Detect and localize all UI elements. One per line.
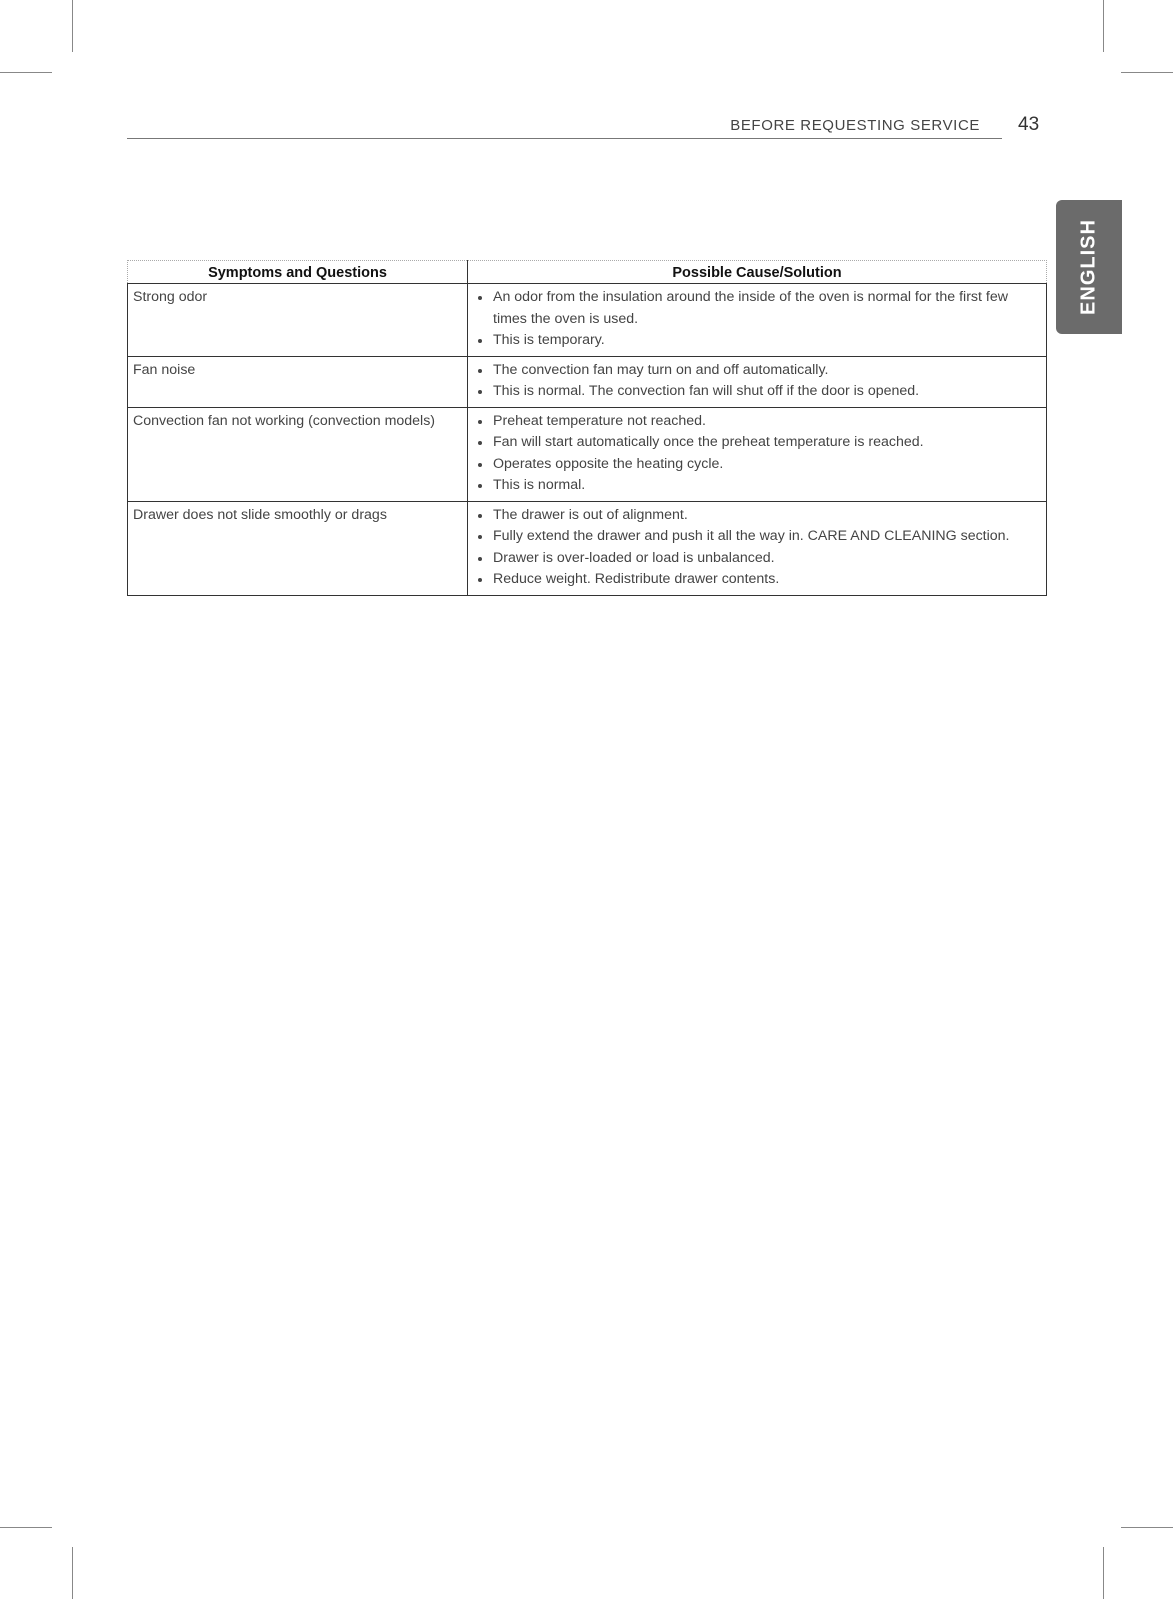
symptom-cell: Strong odor <box>128 284 468 357</box>
solution-cell <box>468 501 1047 595</box>
solution-item: Preheat temperature not reached. <box>473 411 1041 433</box>
crop-mark <box>1121 1527 1173 1528</box>
crop-mark <box>1103 1547 1104 1599</box>
crop-mark <box>72 1547 73 1599</box>
symptom-cell: Fan noise <box>128 356 468 407</box>
solution-item: The convection fan may turn on and off automatically. <box>473 360 1041 382</box>
table-row <box>128 407 1047 501</box>
solution-item: Fully extend the drawer and push it all the way in. CARE AND CLEANING section. <box>473 526 1041 548</box>
solution-cell <box>468 284 1047 357</box>
symptom-cell: Convection fan not working (convection models) <box>128 407 468 501</box>
table-row <box>128 284 1047 357</box>
crop-mark <box>1121 72 1173 73</box>
crop-mark <box>0 1527 52 1528</box>
solution-list <box>473 411 1041 497</box>
troubleshooting-table <box>127 260 1047 596</box>
solution-item: This is temporary. <box>473 330 1041 352</box>
solution-item: An odor from the insulation around the inside of the oven is normal for the first few times the oven is used. <box>473 287 1041 330</box>
solution-item: Fan will start automatically once the preheat temperature is reached. <box>473 432 1041 454</box>
page-number: 43 <box>1018 114 1040 135</box>
table-header-row <box>128 261 1047 284</box>
table-row <box>128 501 1047 595</box>
crop-mark <box>0 72 52 73</box>
language-tab <box>1056 200 1122 334</box>
table-row <box>128 356 1047 407</box>
solution-list <box>473 505 1041 591</box>
solution-cell <box>468 356 1047 407</box>
solution-item: This is normal. <box>473 475 1041 497</box>
solution-item: The drawer is out of alignment. <box>473 505 1041 527</box>
solution-item: Operates opposite the heating cycle. <box>473 454 1041 476</box>
solution-item: This is normal. The convection fan will shut off if the door is opened. <box>473 381 1041 403</box>
crop-mark <box>1103 0 1104 52</box>
crop-mark <box>72 0 73 52</box>
column-header-solutions: Possible Cause/Solution <box>468 261 1047 284</box>
header-section-title: BEFORE REQUESTING SERVICE <box>730 117 980 134</box>
language-tab-label: ENGLISH <box>1077 219 1100 315</box>
solution-item: Drawer is over-loaded or load is unbalanced. <box>473 548 1041 570</box>
header-rule <box>127 138 1002 139</box>
symptom-cell: Drawer does not slide smoothly or drags <box>128 501 468 595</box>
solution-item: Reduce weight. Redistribute drawer contents. <box>473 569 1041 591</box>
solution-cell <box>468 407 1047 501</box>
column-header-symptoms: Symptoms and Questions <box>128 261 468 284</box>
solution-list <box>473 360 1041 403</box>
solution-list <box>473 287 1041 352</box>
